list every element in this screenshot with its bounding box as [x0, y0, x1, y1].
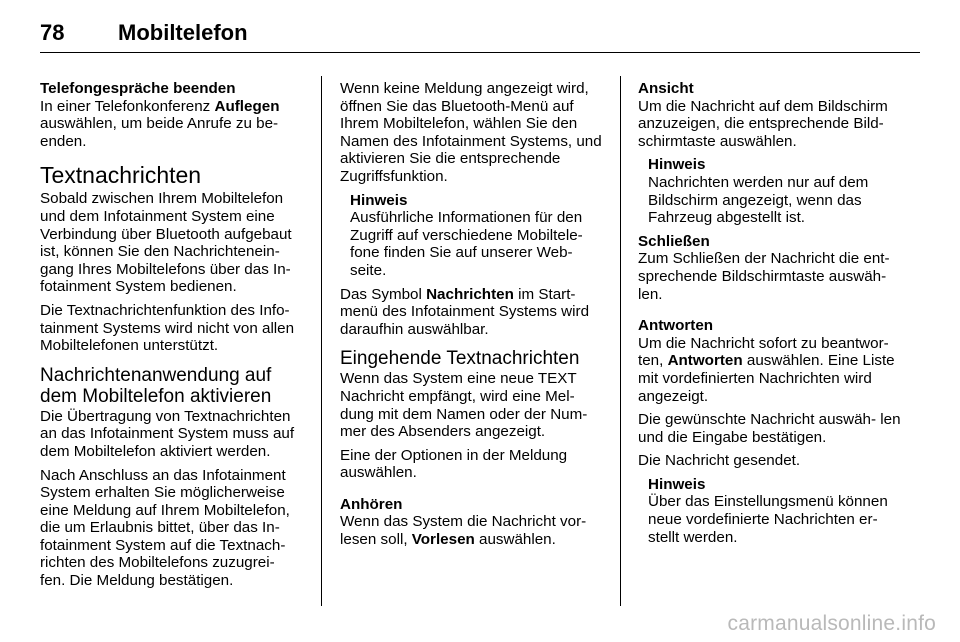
note-box: [648, 156, 902, 226]
listen-heading: Anhören: [340, 495, 403, 513]
column-right: [638, 80, 902, 552]
page-header: [40, 14, 920, 53]
note-box: [648, 476, 902, 546]
view-text: Um die Nachricht auf dem Bildschirm anzuzeigen, die entsprechende Bild- schirmtaste auswählen.: [638, 97, 888, 150]
ui-term-vorlesen: Vorlesen: [411, 531, 475, 549]
reply-text: Um die Nachricht sofort zu beantwor- ten, Antworten auswählen. Eine Liste mit vordefinierten Nachrichten wird angezeigt.: [638, 334, 895, 405]
section-support-note: Die Textnachrichtenfunktion des Info- tainment Systems wird nicht von allen Mobiltelefonen unterstützt.: [40, 301, 295, 355]
column-divider: [620, 76, 621, 606]
subsection-paragraph: Die Übertragung von Textnachrichten an das Infotainment System muss auf dem Mobiltelefon aktiviert werden.: [40, 407, 295, 460]
subsection-paragraph: Nach Anschluss an das Infotainment System erhalten Sie möglicherweise eine Meldung auf Ihrem Mobiltelefon, die um Erlaubnis bittet, über das In- fotainment System auf die Textnach- richten des Mobiltelefons zuzugrei- fen. Die Meldung bestätigen.: [40, 466, 290, 590]
paragraph: Die gewünschte Nachricht auswäh- len und die Eingabe bestätigen.: [638, 411, 901, 446]
section-intro: Sobald zwischen Ihrem Mobiltelefon und dem Infotainment System eine Verbindung über Bluetooth aufgebaut ist, können Sie den Nachrichtenein- gang Ihres Mobiltelefons über das In- fotainment System bedienen.: [40, 190, 292, 296]
column-divider: [321, 76, 322, 606]
reply-heading: Antworten: [638, 317, 714, 335]
paragraph: Wenn keine Meldung angezeigt wird, öffnen Sie das Bluetooth-Menü auf Ihrem Mobiltelefon, wählen Sie den Namen des Infotainment Systems, und aktivieren Sie die entsprechende Zugriffsfunktion.: [340, 80, 602, 185]
section-title: Textnachrichten: [40, 162, 202, 189]
incoming-title: Eingehende Textnachrichten: [340, 348, 580, 370]
page-number: 78: [40, 20, 65, 45]
ui-term-nachrichten: Nachrichten: [426, 285, 514, 303]
note-label: Hinweis: [648, 156, 706, 174]
note-label: Hinweis: [648, 475, 706, 493]
paragraph: Eine der Optionen in der Meldung auswählen.: [340, 446, 568, 482]
note-text: Ausführliche Informationen für den Zugriff auf verschiedene Mobiltele- fone finden Sie auf unserer Web- seite.: [350, 209, 583, 279]
note-text: Über das Einstellungsmenü können neue vordefinierte Nachrichten er- stellt werden.: [648, 493, 888, 546]
end-calls-heading: Telefongespräche beenden: [40, 80, 236, 97]
paragraph: Wenn das System eine neue TEXT Nachricht empfängt, wird eine Mel- dung mit dem Namen oder der Num- mer des Absenders angezeigt.: [340, 370, 588, 441]
end-calls-text: In einer Telefonkonferenz Auflegen auswählen, um beide Anrufe zu be- enden.: [40, 97, 280, 150]
column-middle: [340, 80, 604, 555]
note-box: [350, 192, 604, 280]
view-heading: Ansicht: [638, 80, 694, 97]
watermark: carmanualsonline.info: [727, 612, 936, 635]
note-text: Nachrichten werden nur auf dem Bildschirm angezeigt, wenn das Fahrzeug abgestellt ist.: [648, 173, 869, 227]
subsection-title: Nachrichtenanwendung auf dem Mobiltelefon aktivieren: [40, 364, 272, 407]
page-title: Mobiltelefon: [118, 20, 248, 45]
ui-term-auflegen: Auflegen: [214, 97, 280, 115]
listen-text: Wenn das System die Nachricht vor- lesen soll, Vorlesen auswählen.: [340, 513, 587, 549]
paragraph: Die Nachricht gesendet.: [638, 452, 801, 470]
close-heading: Schließen: [638, 232, 710, 250]
symbol-paragraph: Das Symbol Nachrichten im Start- menü des Infotainment Systems wird daraufhin auswählbar.: [340, 285, 590, 338]
column-left: [40, 80, 304, 596]
close-text: Zum Schließen der Nachricht die ent- sprechende Bildschirmtaste auswäh- len.: [638, 250, 890, 303]
ui-term-antworten: Antworten: [667, 352, 743, 370]
note-label: Hinweis: [350, 191, 408, 209]
